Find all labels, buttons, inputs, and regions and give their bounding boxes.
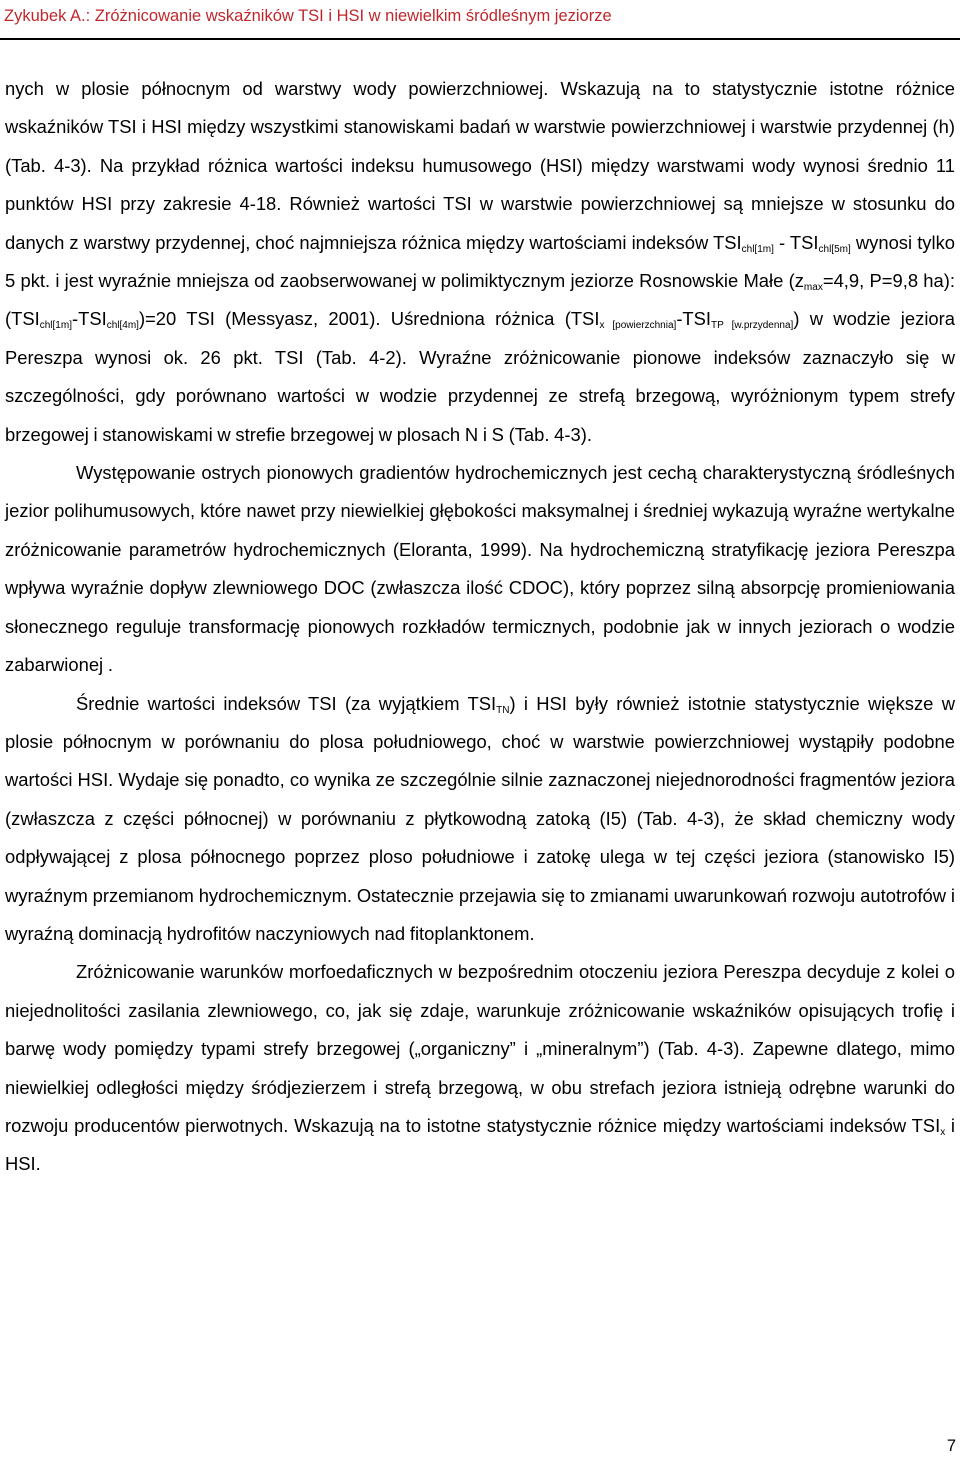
paragraph-p4 (5, 953, 955, 1183)
text-run: -TSI (676, 308, 712, 330)
text-run: - TSI (773, 231, 819, 253)
paragraph-p1 (5, 70, 955, 454)
subscript: chl[5m] (818, 243, 851, 255)
text-run: )=20 TSI (Messyasz, 2001). Uśredniona różnica (TSI (138, 308, 600, 330)
page-number: 7 (946, 1437, 956, 1455)
paragraph-p2 (5, 454, 955, 684)
text-run: nych w plosie północnym od warstwy wody powierzchniowej. Wskazują na to statystycznie istotne różnice wskaźników TSI i HSI między wszystkimi stanowiskami badań w warstwie powierzchniowej i warstwie przydennej (h) (Tab. 4-3). Na przykład różnica wartości indeksu humusowego (HSI) między warstwami wody wynosi średnio 11 punktów HSI przy zakresie 4-18. Również wartości TSI w warstwie powierzchniowej są mniejsze w stosunku do danych z warstwy przydennej, choć najmniejsza różnica między wartościami indeksów TSI (5, 78, 955, 253)
text-run: -TSI (71, 308, 107, 330)
text-run: ) i HSI były również istotnie statystycznie większe w plosie północnym w porównaniu do plosa południowego, choć w warstwie powierzchniowej wystąpiły podobne wartości HSI. Wydaje się ponadto, co wynika ze szczególnie silnie zaznaczonej niejednorodności fragmentów jeziora (zwłaszcza z części północnej) w porównaniu z płytkowodną zatoką (I5) (Tab. 4-3), że skład chemiczny wody odpływającej z plosa północnego poprzez ploso południowe i zatokę ulega w tej części jeziora (stanowisko I5) wyraźnym przemianom hydrochemicznym. Ostatecznie przejawia się to zmianami uwarunkowań rozwoju autotrofów i wyraźną dominacją hydrofitów naczyniowych nad fitoplanktonem. (5, 692, 955, 944)
text-run: i HSI. (5, 1114, 956, 1175)
subscript: chl[1m] (39, 320, 72, 332)
running-header (4, 6, 956, 26)
header-title: Zróżnicowanie wskaźników TSI i HSI w niewielkim śródleśnym jeziorze (94, 7, 612, 25)
subscript: x (940, 1126, 946, 1138)
text-run: =4,9, P=9,8 ha): (TSI (5, 270, 955, 330)
header-rule (0, 38, 960, 40)
subscript: x [powierzchnia] (599, 320, 677, 332)
text-run: wynosi tylko 5 pkt. i jest wyraźnie mniejsza od zaobserwowanej w polimiktycznym jeziorze Rosnowskie Małe (z (5, 231, 956, 292)
subscript: TP [w.przydenna] (711, 320, 794, 332)
text-run: Zróżnicowanie warunków morfoedaficznych w bezpośrednim otoczeniu jeziora Pereszpa decyduje z kolei o niejednolitości zasilania zlewniowego, co, jak się zdaje, warunkuje zróżnicowanie wskaźników opisujących trofię i barwę wody pomiędzy typami strefy brzegowej („organiczny” i „mineralnym”) (Tab. 4-3). Zapewne dlatego, mimo niewielkiej odległości między śródjezierzem i strefą brzegową, w obu strefach jeziora istnieją odrębne warunki do rozwoju producentów pierwotnych. Wskazują na to istotne statystycznie różnice między wartościami indeksów TSI (5, 961, 955, 1136)
subscript: max (803, 282, 823, 294)
subscript: chl[1m] (741, 243, 774, 255)
paragraph-p3 (5, 685, 955, 954)
text-run: ) w wodzie jeziora Pereszpa wynosi ok. 26 pkt. TSI (Tab. 4-2). Wyraźne zróżnicowanie pionowe indeksów zaznaczyło się w szczególności, gdy porównano wartości w wodzie przydennej ze strefą brzegową, wyróżnionym typem strefy brzegowej i stanowiskami w strefie brzegowej w plosach N i S (Tab. 4-3). (5, 308, 955, 445)
header-separator: : (85, 7, 95, 25)
text-run: Występowanie ostrych pionowych gradientów hydrochemicznych jest cechą charakterystyczną śródleśnych jezior polihumusowych, które nawet przy niewielkiej głębokości maksymalnej i średniej wykazują wyraźne wertykalne zróżnicowanie parametrów hydrochemicznych (Eloranta, 1999). Na hydrochemiczną stratyfikację jeziora Pereszpa wpływa wyraźnie dopływ zlewniowego DOC (zwłaszcza ilość CDOC), który poprzez silną absorpcję promieniowania słonecznego reguluje transformację pionowych rozkładów termicznych, podobnie jak w innych jeziorach o wodzie zabarwionej . (5, 462, 955, 676)
header-author: Zykubek A. (4, 7, 86, 25)
text-run: Średnie wartości indeksów TSI (za wyjątkiem TSI (76, 692, 497, 714)
subscript: TN (496, 704, 510, 716)
body-text (5, 70, 955, 1184)
subscript: chl[4m] (106, 320, 139, 332)
